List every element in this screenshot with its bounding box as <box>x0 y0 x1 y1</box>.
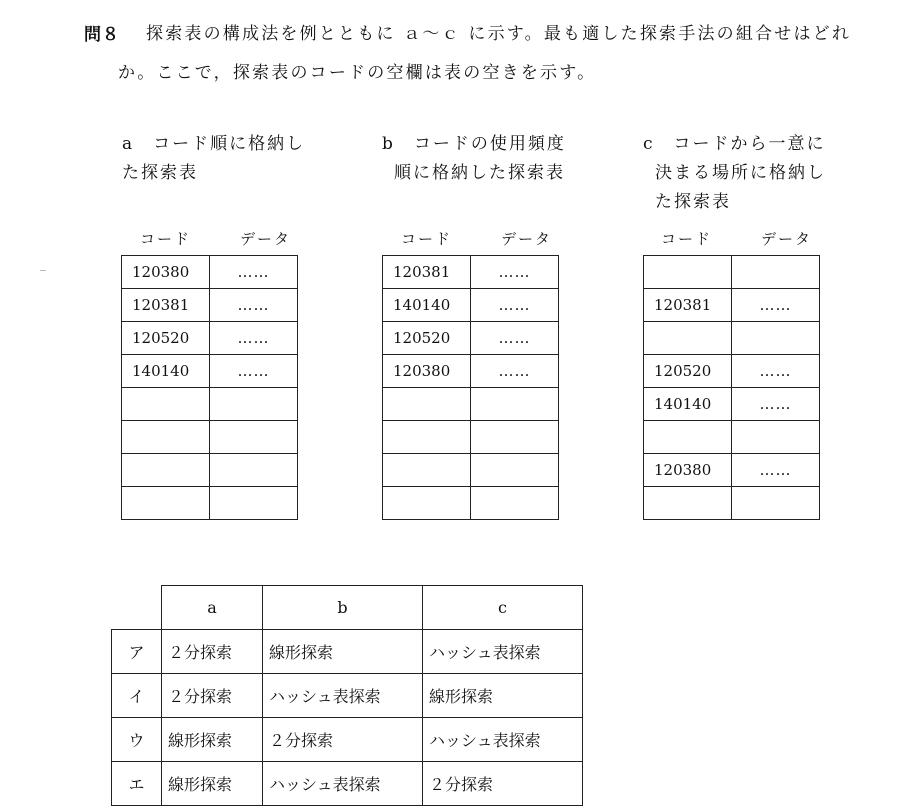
answer-option-i-row[interactable] <box>112 674 583 718</box>
answer-cell: ハッシュ表探索 <box>263 762 423 806</box>
table-row: 120520 …… <box>383 322 559 355</box>
table-row: 120381 …… <box>644 289 820 322</box>
caption-table-a: a コード順に格納し た探索表 <box>122 134 306 183</box>
blank-corner-cell <box>112 586 162 630</box>
header-c: c <box>423 586 583 630</box>
answer-cell: 線形探索 <box>162 718 263 762</box>
table-row <box>122 388 298 421</box>
answer-cell: 線形探索 <box>162 762 263 806</box>
table-c-code-header: コード <box>661 230 713 248</box>
table-row: 120381 …… <box>122 289 298 322</box>
question-text-line1: 探索表の構成法を例とともに ａ～ｃ に示す。最も適した探索手法の組合せはどれ <box>146 24 852 44</box>
table-row: 120520 …… <box>122 322 298 355</box>
search-table-a <box>121 255 298 520</box>
question-number: 問８ <box>84 25 120 45</box>
table-row <box>644 487 820 520</box>
table-row: 120381 …… <box>383 256 559 289</box>
table-row <box>383 487 559 520</box>
answer-cell: ２分探索 <box>162 630 263 674</box>
table-row <box>644 256 820 289</box>
table-row: 140140 …… <box>383 289 559 322</box>
table-b-data-header: データ <box>501 230 553 248</box>
table-row: 140140 …… <box>122 355 298 388</box>
header-b: b <box>263 586 423 630</box>
answer-choices-table <box>111 585 583 806</box>
search-table-c <box>643 255 820 520</box>
answer-cell: 線形探索 <box>423 674 583 718</box>
table-row <box>644 322 820 355</box>
answer-cell: ２分探索 <box>423 762 583 806</box>
option-label[interactable]: ウ <box>112 718 162 762</box>
table-row <box>383 388 559 421</box>
answer-option-e-row[interactable] <box>112 762 583 806</box>
table-row <box>122 487 298 520</box>
answer-cell: ハッシュ表探索 <box>423 630 583 674</box>
table-row: 120380 …… <box>122 256 298 289</box>
table-b-code-header: コード <box>401 230 453 248</box>
answer-cell: ハッシュ表探索 <box>263 674 423 718</box>
table-row <box>644 421 820 454</box>
table-row <box>122 421 298 454</box>
option-label[interactable]: ア <box>112 630 162 674</box>
table-row <box>383 454 559 487</box>
answer-cell: 線形探索 <box>263 630 423 674</box>
header-a: a <box>162 586 263 630</box>
answer-option-u-row[interactable] <box>112 718 583 762</box>
table-row: 120380 …… <box>644 454 820 487</box>
search-table-b <box>382 255 559 520</box>
scan-mark <box>40 270 46 271</box>
answer-cell: ハッシュ表探索 <box>423 718 583 762</box>
table-row: 120380 …… <box>383 355 559 388</box>
table-a-code-header: コード <box>140 230 192 248</box>
option-label[interactable]: イ <box>112 674 162 718</box>
answer-option-a-row[interactable] <box>112 630 583 674</box>
table-row <box>122 454 298 487</box>
table-row: 140140 …… <box>644 388 820 421</box>
caption-table-b: b コードの使用頻度 順に格納した探索表 <box>382 134 566 183</box>
table-a-data-header: データ <box>240 230 292 248</box>
table-c-data-header: データ <box>761 230 813 248</box>
answer-cell: ２分探索 <box>162 674 263 718</box>
caption-table-c: c コードから一意に 決まる場所に格納し た探索表 <box>643 134 826 212</box>
option-label[interactable]: エ <box>112 762 162 806</box>
answer-cell: ２分探索 <box>263 718 423 762</box>
answer-header-row <box>112 586 583 630</box>
question-text-line2: か。ここで，探索表のコードの空欄は表の空きを示す。 <box>118 63 597 83</box>
table-row: 120520 …… <box>644 355 820 388</box>
table-row <box>383 421 559 454</box>
